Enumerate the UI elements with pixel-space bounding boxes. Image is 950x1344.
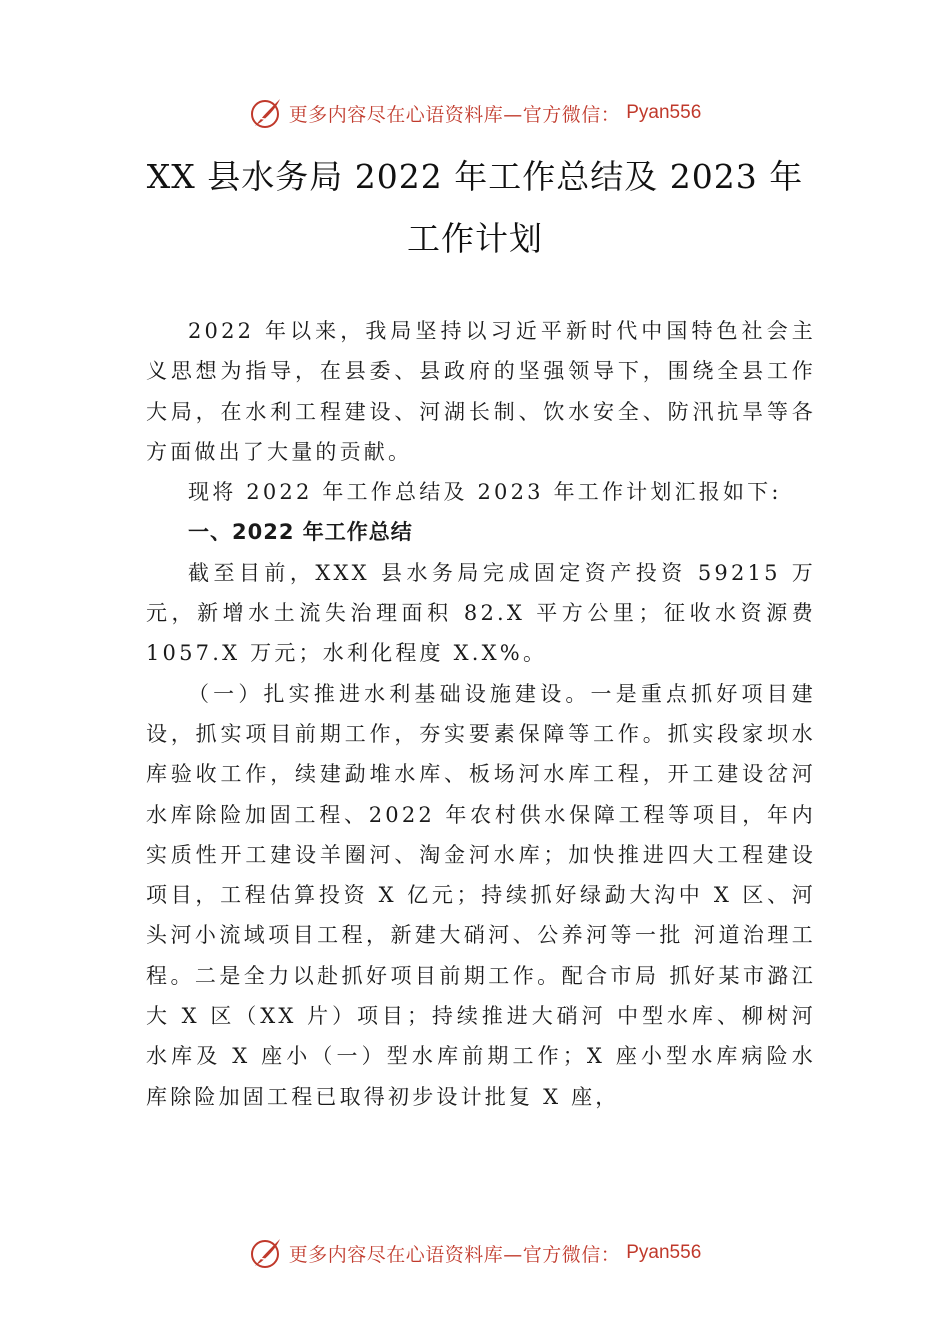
- watermark-handle: Pyan556: [626, 102, 702, 123]
- subsection-lead: （一）扎实推进水利基础设施建设。: [188, 681, 591, 706]
- section-heading: 一、2022 年工作总结: [188, 520, 413, 545]
- subsection-body: 一是重点抓好项目建设，抓实项目前期工作，夯实要素保障等工作。抓实段家坝水库验收工作，续建勐堆水库、板场河水库工程，开工建设岔河水库除险加固工程、2022 年农村供水保障工程等项目，年内实质性开工建设羊圈河、淘金河水库；加快推进四大工程建设项目，工程估算投资 X 亿元；持续抓好绿勐大沟中 X 区、河头河小流域项目工程，新建大硝河、公养河等一批 河道治理工程。二是全力以赴抓好项目前期工作。配合市局 抓好某市潞江大 X 区（XX 片）项目；持续推进大硝河 中型水库、柳树河水库及 X 座小（一）型水库前期工作；X 座小型水库病险水库除险加固工程已取得初步设计批复 X 座，: [146, 681, 816, 1109]
- watermark-text: 更多内容尽在心语资料库—官方微信：: [288, 1243, 621, 1266]
- summary-paragraph: 截至目前，XXX 县水务局完成固定资产投资 59215 万元，新增水土流失治理面积 82.X 平方公里；征收水资源费 1057.X 万元；水利化程度 X.X%。: [146, 560, 816, 666]
- document-title-line1: XX 县水务局 2022 年工作总结及 2023 年: [146, 157, 804, 196]
- report-intro-paragraph: 现将 2022 年工作总结及 2023 年工作计划汇报如下:: [188, 480, 782, 505]
- document-title-line2: 工作计划: [407, 219, 543, 258]
- watermark-text: 更多内容尽在心语资料库—官方微信：: [288, 103, 621, 126]
- footer-watermark: [0, 1236, 950, 1270]
- header-watermark: [0, 96, 950, 130]
- intro-paragraph: 2022 年以来，我局坚持以习近平新时代中国特色社会主义思想为指导，在县委、县政府的坚强领导下，围绕全县工作大局，在水利工程建设、河湖长制、饮水安全、防汛抗旱等各方面做出了大量的贡献。: [146, 319, 816, 464]
- subsection-paragraph: [146, 674, 816, 1117]
- watermark-handle: Pyan556: [626, 1242, 702, 1263]
- document-body: [146, 311, 816, 1117]
- quill-logo-icon: [249, 1236, 283, 1270]
- quill-logo-icon: [249, 96, 283, 130]
